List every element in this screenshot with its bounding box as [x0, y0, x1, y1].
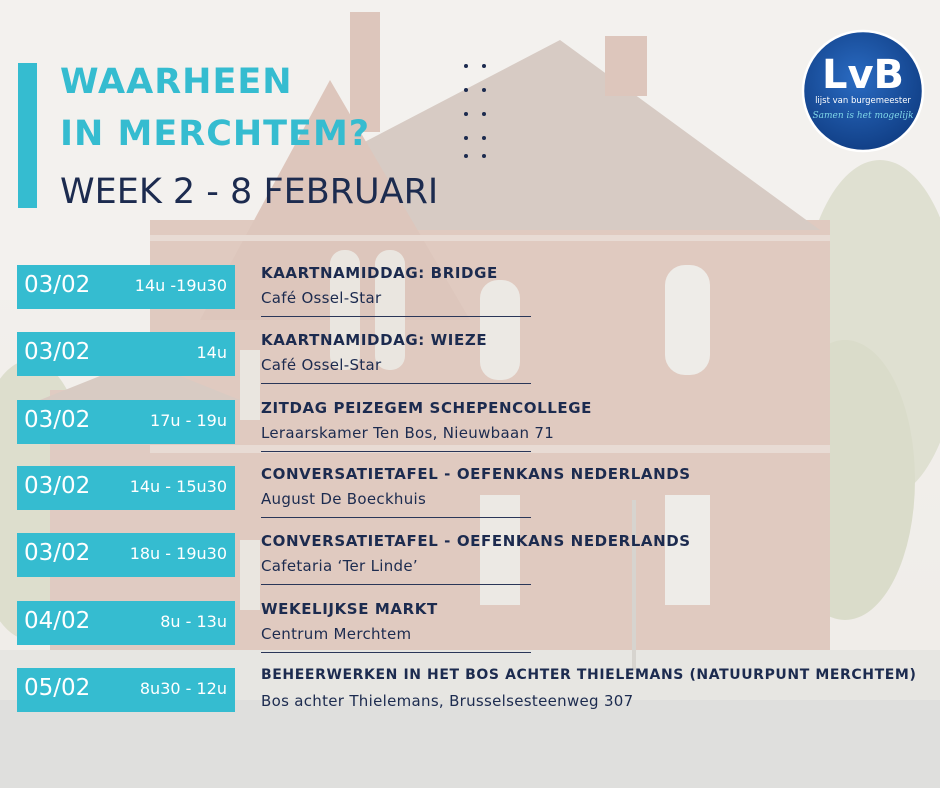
logo-tagline: Samen is het mogelijk [812, 111, 914, 121]
event-title: KAARTNAMIDDAG: WIEZE [261, 331, 488, 349]
event-date-box [17, 400, 235, 444]
event-item [0, 400, 940, 460]
event-location: Centrum Merchtem [261, 625, 412, 643]
event-item [0, 332, 940, 392]
event-divider [261, 383, 531, 384]
event-divider [261, 451, 531, 452]
dot-grid-decoration [460, 62, 496, 162]
event-time: 14u [196, 343, 227, 362]
event-date-box [17, 265, 235, 309]
event-item [0, 265, 940, 325]
event-time: 14u -19u30 [134, 276, 227, 295]
event-location: August De Boeckhuis [261, 490, 427, 508]
event-item [0, 466, 940, 526]
event-title: BEHEERWERKEN IN HET BOS ACHTER THIELEMANS (NATUURPUNT MERCHTEM) [261, 667, 917, 683]
event-time: 8u30 - 12u [139, 679, 227, 698]
event-time: 14u - 15u30 [129, 477, 227, 496]
event-divider [261, 517, 531, 518]
event-date: 03/02 [24, 540, 91, 566]
event-date-box [17, 601, 235, 645]
lvb-logo [800, 28, 926, 154]
lvb-logo-graphic [800, 28, 926, 154]
event-location: Café Ossel-Star [261, 356, 382, 374]
event-date: 03/02 [24, 407, 91, 433]
page-title-line-1: WAARHEEN [60, 62, 293, 102]
event-item [0, 601, 940, 661]
event-location: Leraarskamer Ten Bos, Nieuwbaan 71 [261, 424, 555, 442]
event-date-box [17, 533, 235, 577]
event-divider [261, 652, 531, 653]
event-date-box [17, 332, 235, 376]
event-item [0, 533, 940, 593]
event-location: Café Ossel-Star [261, 289, 382, 307]
event-date: 05/02 [24, 675, 91, 701]
event-title: CONVERSATIETAFEL - OEFENKANS NEDERLANDS [261, 532, 691, 550]
event-date: 03/02 [24, 339, 91, 365]
event-date-box [17, 668, 235, 712]
event-date: 03/02 [24, 272, 91, 298]
event-date-box [17, 466, 235, 510]
week-subtitle: WEEK 2 - 8 FEBRUARI [60, 172, 439, 212]
event-time: 17u - 19u [150, 411, 227, 430]
event-divider [261, 584, 531, 585]
logo-line: lijst van burgemeester [815, 96, 911, 106]
event-title: ZITDAG PEIZEGEM SCHEPENCOLLEGE [261, 399, 593, 417]
event-date: 04/02 [24, 608, 91, 634]
title-accent-bar [18, 63, 37, 208]
event-title: CONVERSATIETAFEL - OEFENKANS NEDERLANDS [261, 465, 691, 483]
event-time: 8u - 13u [160, 612, 227, 631]
event-time: 18u - 19u30 [129, 544, 227, 563]
event-location: Bos achter Thielemans, Brusselsesteenweg 307 [261, 692, 634, 710]
logo-mark: LvB [821, 52, 905, 98]
event-divider [261, 316, 531, 317]
event-location: Cafetaria ‘Ter Linde’ [261, 557, 418, 575]
page-title-line-2: IN MERCHTEM? [60, 114, 371, 154]
event-title: KAARTNAMIDDAG: BRIDGE [261, 264, 498, 282]
event-title: WEKELIJKSE MARKT [261, 600, 438, 618]
event-date: 03/02 [24, 473, 91, 499]
event-item [0, 668, 940, 728]
